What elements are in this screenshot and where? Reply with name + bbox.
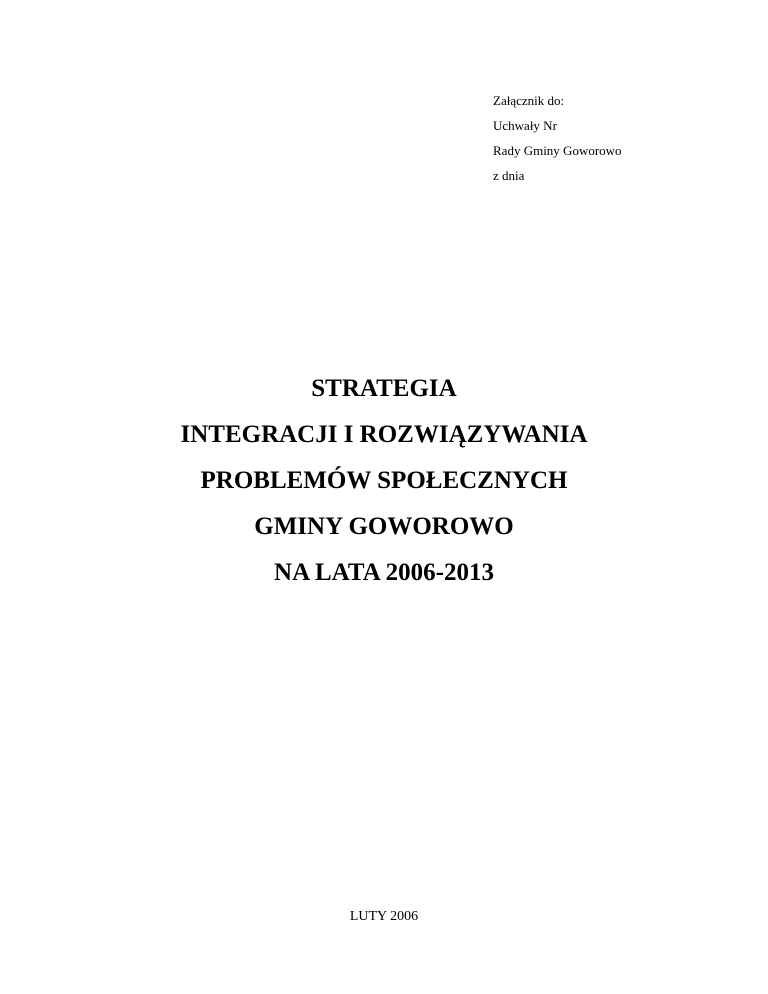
annex-reference: [493, 88, 622, 188]
title-line: GMINY GOWOROWO: [254, 513, 514, 540]
title-line: NA LATA 2006-2013: [274, 559, 494, 586]
document-title: [0, 366, 768, 596]
annex-line: Uchwały Nr: [493, 118, 557, 133]
title-line: PROBLEMÓW SPOŁECZNYCH: [200, 467, 568, 494]
annex-line: z dnia: [493, 168, 525, 183]
publication-date: LUTY 2006: [349, 909, 419, 924]
title-line: INTEGRACJI I ROZWIĄZYWANIA: [180, 421, 588, 448]
annex-line: Załącznik do:: [493, 93, 565, 108]
title-line: STRATEGIA: [311, 375, 457, 402]
annex-line: Rady Gminy Goworowo: [493, 143, 622, 158]
